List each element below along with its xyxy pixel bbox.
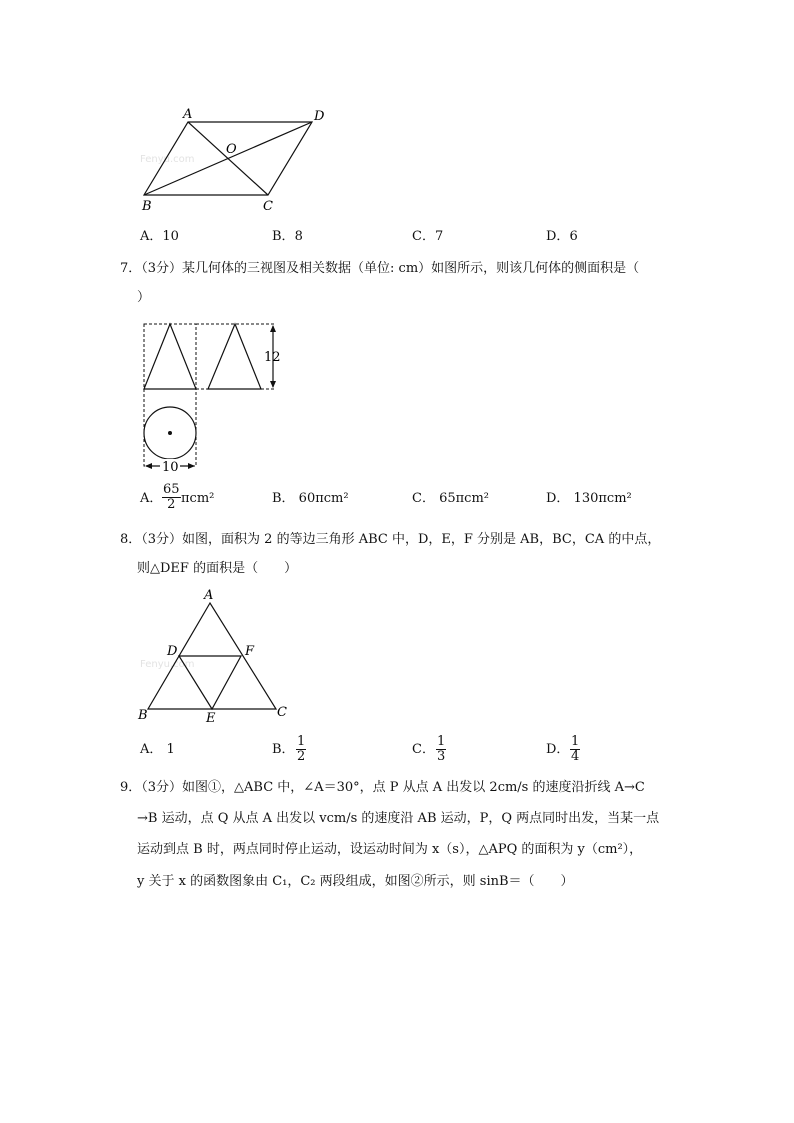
three-view-figure <box>136 318 296 478</box>
height-label: 12 <box>264 350 281 365</box>
fraction-numerator: 1 <box>437 734 446 749</box>
q7-option-a-letter: A． <box>140 491 163 506</box>
q7-option-a-tail: πcm² <box>181 491 215 506</box>
q8-stem-line2: 则△DEF 的面积是（ ） <box>137 561 298 576</box>
q6-option-b <box>272 227 303 247</box>
q8-option-b-letter: B． <box>272 742 295 757</box>
q7-option-c: C． 65πcm² <box>412 491 489 506</box>
label-e: E <box>206 711 216 725</box>
figure-watermark: Fenyu.com <box>140 154 195 165</box>
arrow-right-icon <box>188 463 195 469</box>
q9-stem-line4: y 关于 x 的函数图象由 C₁，C₂ 两段组成，如图②所示，则 sinB＝（ ） <box>137 874 574 889</box>
parallelogram-figure <box>130 100 350 220</box>
label-c: C <box>277 705 287 720</box>
fraction-denominator: 2 <box>167 497 176 512</box>
arrow-up-icon <box>270 325 276 332</box>
label-d: D <box>167 644 178 659</box>
option-text: 8 <box>294 229 303 244</box>
q6-option-d <box>546 227 578 247</box>
option-letter: B． <box>272 229 295 244</box>
q6-option-a <box>140 227 179 247</box>
q6-option-c <box>412 227 443 247</box>
q8-option-d-letter: D． <box>546 742 570 757</box>
arrow-down-icon <box>270 381 276 388</box>
q8-option-b-fraction <box>296 735 306 764</box>
q8-option-a: A． 1 <box>140 742 175 757</box>
label-b: B <box>142 199 152 214</box>
label-d: D <box>314 109 325 124</box>
q7-stem-line1: 7．（3分）某几何体的三视图及相关数据（单位: cm）如图所示，则该几何体的侧面积是（ <box>120 261 640 276</box>
label-a: A <box>204 588 214 603</box>
fraction-numerator: 65 <box>163 482 180 497</box>
side-view-triangle <box>208 324 261 389</box>
q8-option-d-fraction <box>570 735 580 764</box>
label-f: F <box>245 644 255 659</box>
option-letter: D． <box>546 229 570 244</box>
q7-option-a-fraction <box>162 483 181 512</box>
option-letter: C． <box>412 229 435 244</box>
q7-stem-line2: ） <box>137 290 151 305</box>
option-text: 7 <box>434 229 444 244</box>
fraction-denominator: 3 <box>437 749 446 764</box>
fraction-numerator: 1 <box>571 734 580 749</box>
front-view-dashed-box <box>144 324 196 466</box>
label-a: A <box>183 107 193 122</box>
front-view-triangle <box>144 324 196 389</box>
option-text: 6 <box>569 229 578 244</box>
option-letter: A． <box>140 229 163 244</box>
label-o: O <box>226 142 237 157</box>
fraction-denominator: 2 <box>297 749 306 764</box>
q7-option-d: D． 130πcm² <box>546 491 632 506</box>
q9-stem-line3: 运动到点 B 时，两点同时停止运动，设运动时间为 x（s），△APQ 的面积为 y（cm²）， <box>137 842 643 857</box>
triangle-figure <box>130 585 300 725</box>
label-c: C <box>263 199 273 214</box>
arrow-left-icon <box>145 463 152 469</box>
q8-option-c-letter: C． <box>412 742 435 757</box>
q8-stem-line1: 8．（3分）如图，面积为 2 的等边三角形 ABC 中，D，E，F 分别是 AB，BC，CA 的中点， <box>120 532 661 547</box>
figure-watermark: Fenyu.com <box>140 659 195 670</box>
q7-option-b: B． 60πcm² <box>272 491 349 506</box>
label-b: B <box>138 708 148 723</box>
q9-stem-line1: 9．（3分）如图①，△ABC 中，∠A＝30°，点 P 从点 A 出发以 2cm/s 的速度沿折线 A→C <box>120 780 645 795</box>
width-label: 10 <box>162 460 179 475</box>
option-text: 10 <box>162 229 179 244</box>
circle-center-dot <box>168 431 172 435</box>
fraction-numerator: 1 <box>297 734 306 749</box>
q8-option-c-fraction <box>436 735 446 764</box>
q9-stem-line2: →B 运动，点 Q 从点 A 出发以 vcm/s 的速度沿 AB 运动，P，Q 两点同时出发，当某一点 <box>137 811 660 826</box>
fraction-denominator: 4 <box>571 749 580 764</box>
